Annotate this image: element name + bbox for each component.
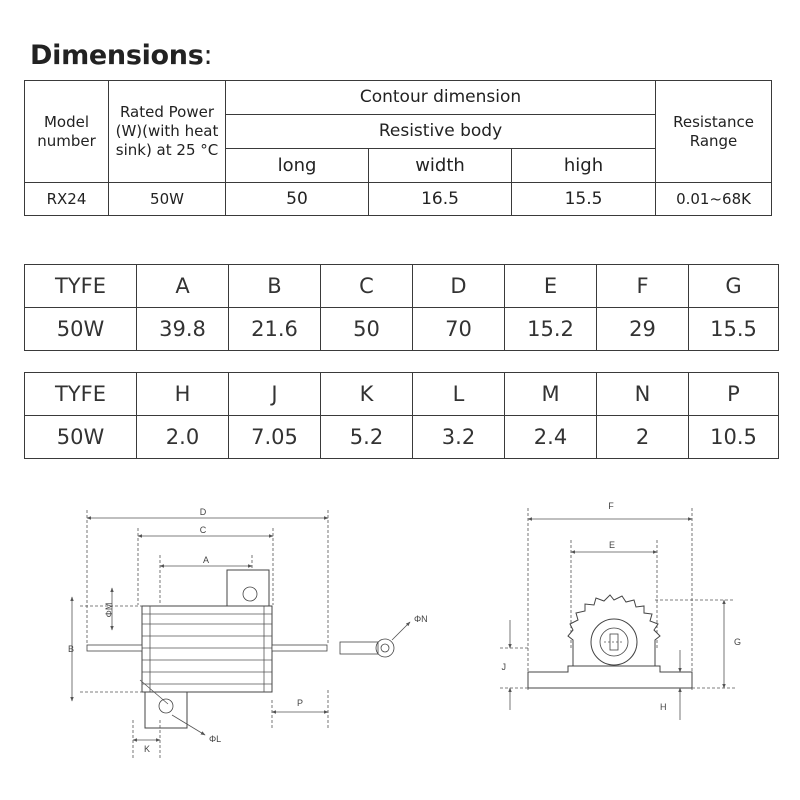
range-value: 0.01~68K (656, 183, 772, 216)
power-value: 50W (109, 183, 226, 216)
resistive-body-header: Resistive body (226, 115, 656, 149)
value-cell: 70 (413, 308, 505, 351)
value-cell: 5.2 (321, 416, 413, 459)
contour-dimension-header: Contour dimension (226, 81, 656, 115)
value-cell: 10.5 (689, 416, 779, 459)
header-cell: E (505, 265, 597, 308)
header-cell: P (689, 373, 779, 416)
value-cell: 3.2 (413, 416, 505, 459)
header-cell: C (321, 265, 413, 308)
technical-drawings (0, 495, 800, 800)
label-a: A (202, 555, 210, 565)
dimension-value-row (25, 308, 779, 351)
header-cell: M (505, 373, 597, 416)
dimension-header-row (25, 265, 779, 308)
header-cell: TYFE (25, 265, 137, 308)
label-c: C (199, 525, 207, 535)
model-value: RX24 (25, 183, 109, 216)
resistance-range-header: Resistance Range (656, 81, 772, 183)
header-cell: K (321, 373, 413, 416)
label-n: ΦN (414, 614, 428, 624)
dimension-table-2 (24, 372, 779, 459)
long-value: 50 (226, 183, 369, 216)
value-cell: 7.05 (229, 416, 321, 459)
title-text: Dimensions (30, 40, 204, 71)
width-value: 16.5 (369, 183, 512, 216)
label-p: P (296, 698, 304, 708)
value-cell: 50W (25, 416, 137, 459)
value-cell: 2.4 (505, 416, 597, 459)
title-colon: : (203, 40, 213, 71)
value-cell: 15.2 (505, 308, 597, 351)
header-cell: B (229, 265, 321, 308)
dimension-table-1 (24, 264, 779, 351)
label-d: D (199, 507, 207, 517)
header-cell: J (229, 373, 321, 416)
value-cell: 50W (25, 308, 137, 351)
header-cell: TYFE (25, 373, 137, 416)
header-cell: F (597, 265, 689, 308)
value-cell: 15.5 (689, 308, 779, 351)
side-view-drawing (72, 510, 410, 760)
page-title (30, 40, 212, 71)
header-cell: H (137, 373, 229, 416)
long-header: long (226, 149, 369, 183)
value-cell: 29 (597, 308, 689, 351)
header-cell: N (597, 373, 689, 416)
label-j: J (501, 662, 506, 672)
dimension-header-row (25, 373, 779, 416)
high-header: high (512, 149, 656, 183)
header-cell: A (137, 265, 229, 308)
label-l: ΦL (209, 734, 222, 744)
end-view-drawing (500, 508, 735, 720)
header-cell: D (413, 265, 505, 308)
width-header: width (369, 149, 512, 183)
value-cell: 2.0 (137, 416, 229, 459)
high-value: 15.5 (512, 183, 656, 216)
value-cell: 39.8 (137, 308, 229, 351)
label-h: H (660, 702, 667, 712)
label-b: B (67, 644, 75, 654)
label-k: K (143, 744, 151, 754)
label-m: ΦM (104, 602, 114, 618)
dimension-value-row (25, 416, 779, 459)
spec-table (24, 80, 772, 216)
model-number-header: Model number (25, 81, 109, 183)
value-cell: 50 (321, 308, 413, 351)
header-cell: G (689, 265, 779, 308)
label-e: E (608, 540, 616, 550)
header-cell: L (413, 373, 505, 416)
rated-power-header: Rated Power (W)(with heat sink) at 25 °C (109, 81, 226, 183)
value-cell: 2 (597, 416, 689, 459)
label-f: F (608, 501, 614, 511)
value-cell: 21.6 (229, 308, 321, 351)
label-g: G (734, 637, 742, 647)
